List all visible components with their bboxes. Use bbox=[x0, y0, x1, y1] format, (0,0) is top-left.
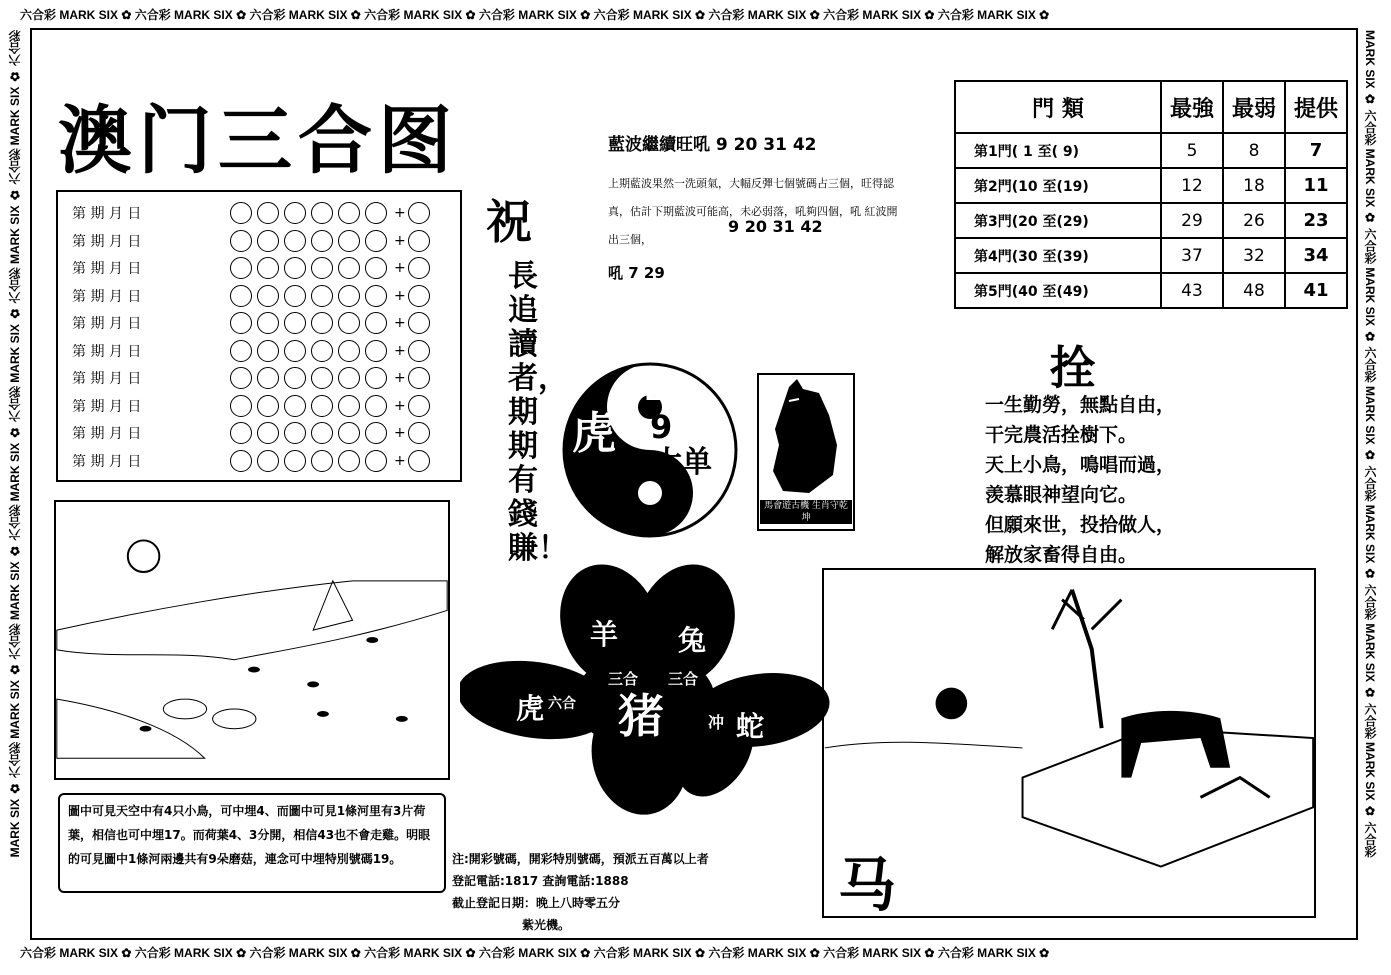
number-circle bbox=[311, 285, 333, 307]
provide-value: 23 bbox=[1285, 203, 1347, 238]
number-circle bbox=[338, 312, 360, 334]
header-weak: 最弱 bbox=[1223, 81, 1285, 133]
result-row-label: 第 期 月 日 bbox=[72, 206, 142, 222]
flower-snake: 蛇 bbox=[736, 710, 765, 743]
strong-value: 12 bbox=[1161, 168, 1223, 203]
number-circle bbox=[311, 257, 333, 279]
notes-line: 截止登記日期：晚上八時零五分 bbox=[452, 896, 621, 910]
flower-rabbit: 兔 bbox=[678, 624, 707, 657]
flower-sheep: 羊 bbox=[590, 618, 619, 651]
flower-tiger: 虎 bbox=[516, 692, 545, 725]
number-circle bbox=[257, 285, 279, 307]
plus-sign: + bbox=[394, 425, 406, 441]
border-bottom-strip: 六合彩 MARK SIX ✿ 六合彩 MARK SIX ✿ 六合彩 MARK SIX ✿ 六合彩 MARK SIX ✿ 六合彩 MARK SIX ✿ 六合彩 MARK SIX ✿ 六合彩 MARK SIX ✿ 六合彩 MARK SIX ✿ 六合彩 MARK SIX ✿ bbox=[20, 946, 1050, 960]
result-row-label: 第 期 月 日 bbox=[72, 233, 142, 250]
number-circle bbox=[257, 450, 279, 472]
plus-sign: + bbox=[394, 205, 406, 221]
hint-box: 圖中可見天空中有4只小鳥，可中埋4、而圖中可見1條河里有3片荷葉，相信也可中埋17。而荷葉4、3分開，相信43也不會走雞。明眼的可見圖中1條河兩邊共有9朵磨菇，連念可中埋特別號碼19。 bbox=[58, 793, 446, 893]
table-row bbox=[955, 203, 1347, 238]
plus-sign: + bbox=[394, 315, 406, 331]
flower-chong: 冲 bbox=[708, 713, 725, 732]
number-circle bbox=[338, 422, 360, 444]
number-circle bbox=[257, 257, 279, 279]
special-circle bbox=[408, 395, 430, 417]
door-label: 第5門(40 至(49) bbox=[955, 273, 1161, 308]
number-circle bbox=[230, 285, 252, 307]
special-circle bbox=[408, 230, 430, 252]
result-row bbox=[72, 228, 435, 254]
door-label: 第2門(10 至(19) bbox=[955, 168, 1161, 203]
plus-sign: + bbox=[394, 370, 406, 386]
border-left-strip bbox=[6, 30, 24, 940]
number-circle bbox=[338, 395, 360, 417]
border-right-text: MARK SIX ✿ 六合彩 MARK SIX ✿ 六合彩 MARK SIX ✿ 六合彩 MARK SIX ✿ 六合彩 MARK SIX ✿ 六合彩 MARK SIX ✿ 六合彩 MARK SIX ✿ 六合彩 bbox=[1363, 30, 1377, 858]
strong-value: 43 bbox=[1161, 273, 1223, 308]
yinyang-num1: 2 bbox=[644, 370, 667, 408]
number-circle bbox=[230, 340, 252, 362]
result-row bbox=[72, 310, 435, 336]
number-circle bbox=[230, 395, 252, 417]
door-label: 第3門(20 至(29) bbox=[955, 203, 1161, 238]
forecast-tail: 吼 7 29 bbox=[608, 264, 665, 282]
plus-sign: + bbox=[394, 342, 406, 359]
number-circle bbox=[365, 257, 387, 279]
strong-value: 37 bbox=[1161, 238, 1223, 273]
flower-pig: 猪 bbox=[618, 689, 664, 743]
horse-character: 马 bbox=[838, 851, 897, 919]
number-circle bbox=[284, 257, 306, 279]
result-row bbox=[72, 255, 435, 281]
number-circle bbox=[311, 230, 333, 252]
number-circle bbox=[311, 202, 333, 224]
number-circle bbox=[365, 230, 387, 252]
number-circle bbox=[311, 450, 333, 472]
special-circle bbox=[408, 340, 430, 362]
notes-line: 紫光機。 bbox=[522, 918, 571, 932]
table-row bbox=[955, 238, 1347, 273]
number-circle bbox=[284, 450, 306, 472]
result-row-label: 第 期 月 日 bbox=[72, 398, 142, 415]
notes-line: 注:開彩號碼，開彩特別號碼，預派五百萬以上者 bbox=[452, 852, 709, 866]
number-circle bbox=[365, 422, 387, 444]
number-circle bbox=[230, 367, 252, 389]
result-row bbox=[72, 338, 435, 364]
poem-line: 解放家畜得自由。 bbox=[985, 544, 1138, 566]
result-row bbox=[72, 448, 435, 474]
number-circle bbox=[230, 312, 252, 334]
number-circle bbox=[257, 367, 279, 389]
provide-value: 34 bbox=[1285, 238, 1347, 273]
strong-value: 5 bbox=[1161, 133, 1223, 168]
poem bbox=[985, 390, 1175, 570]
flower-six: 六合 bbox=[548, 696, 576, 712]
result-row-label: 第 期 月 日 bbox=[72, 343, 142, 360]
table-row bbox=[955, 168, 1347, 203]
result-row-label: 第 期 月 日 bbox=[72, 261, 142, 277]
result-row bbox=[72, 283, 435, 309]
number-circle bbox=[338, 257, 360, 279]
result-row-label: 第 期 月 日 bbox=[72, 426, 142, 442]
number-circle bbox=[311, 422, 333, 444]
yinyang-icon bbox=[560, 360, 740, 540]
flower-combo-left: 三合 bbox=[608, 670, 639, 688]
number-circle bbox=[284, 422, 306, 444]
yinyang-zodiac: 虎 bbox=[572, 408, 616, 459]
result-row bbox=[72, 393, 435, 419]
flower-combo-right: 三合 bbox=[668, 670, 699, 688]
number-circle bbox=[311, 312, 333, 334]
number-circle bbox=[338, 230, 360, 252]
number-circle bbox=[365, 450, 387, 472]
yinyang-num2: 9 bbox=[650, 408, 673, 446]
result-grid bbox=[56, 190, 462, 482]
provide-value: 41 bbox=[1285, 273, 1347, 308]
result-row-label: 第 期 月 日 bbox=[72, 453, 142, 470]
number-circle bbox=[365, 395, 387, 417]
number-circle bbox=[230, 422, 252, 444]
number-circle bbox=[365, 340, 387, 362]
strong-value: 29 bbox=[1161, 203, 1223, 238]
weak-value: 8 bbox=[1223, 133, 1285, 168]
provide-value: 11 bbox=[1285, 168, 1347, 203]
yinyang-tag: 大单 bbox=[652, 445, 712, 480]
number-circle bbox=[230, 202, 252, 224]
river-birds-picture bbox=[54, 500, 450, 780]
number-circle bbox=[311, 395, 333, 417]
result-row bbox=[72, 420, 435, 446]
table-row bbox=[955, 273, 1347, 308]
weak-value: 48 bbox=[1223, 273, 1285, 308]
poem-line: 一生勤勞，無點自由， bbox=[985, 394, 1176, 416]
provide-value: 7 bbox=[1285, 133, 1347, 168]
blessing-big: 祝 bbox=[486, 195, 532, 249]
poem-line: 干完農活拴樹下。 bbox=[985, 424, 1138, 446]
blessing-column: 長追讀者，期期有錢賺！ bbox=[508, 259, 568, 566]
header-strong: 最強 bbox=[1161, 81, 1223, 133]
special-circle bbox=[408, 367, 430, 389]
table-row bbox=[955, 133, 1347, 168]
number-circle bbox=[338, 450, 360, 472]
number-circle bbox=[257, 202, 279, 224]
number-circle bbox=[257, 395, 279, 417]
weak-value: 26 bbox=[1223, 203, 1285, 238]
number-circle bbox=[230, 230, 252, 252]
result-row-label: 第 期 月 日 bbox=[72, 316, 142, 332]
number-circle bbox=[284, 230, 306, 252]
door-label: 第1門( 1 至( 9) bbox=[955, 133, 1161, 168]
number-circle bbox=[257, 340, 279, 362]
special-circle bbox=[408, 422, 430, 444]
number-circle bbox=[311, 340, 333, 362]
special-circle bbox=[408, 285, 430, 307]
number-circle bbox=[338, 367, 360, 389]
number-circle bbox=[230, 450, 252, 472]
weak-value: 32 bbox=[1223, 238, 1285, 273]
number-circle bbox=[365, 285, 387, 307]
number-circle bbox=[284, 340, 306, 362]
forecast-numbers: 9 20 31 42 bbox=[728, 217, 823, 236]
forecast-heading: 藍波繼續旺吼 9 20 31 42 bbox=[608, 135, 817, 155]
result-row-label: 第 期 月 日 bbox=[72, 288, 142, 305]
notes bbox=[452, 848, 709, 936]
table-header-row bbox=[955, 81, 1347, 133]
door-label: 第4門(30 至(39) bbox=[955, 238, 1161, 273]
poem-title: 拴 bbox=[1050, 341, 1096, 395]
special-circle bbox=[408, 202, 430, 224]
number-circle bbox=[365, 312, 387, 334]
number-circle bbox=[284, 367, 306, 389]
number-circle bbox=[365, 367, 387, 389]
number-circle bbox=[257, 312, 279, 334]
number-circle bbox=[257, 422, 279, 444]
result-row bbox=[72, 200, 435, 226]
plus-sign: + bbox=[394, 232, 406, 249]
header-provide: 提供 bbox=[1285, 81, 1347, 133]
number-circle bbox=[284, 285, 306, 307]
poem-line: 羡慕眼神望向它。 bbox=[985, 484, 1138, 506]
horse-caption: 馬會遊古機 生肖守乾坤 bbox=[760, 500, 852, 524]
result-row-label: 第 期 月 日 bbox=[72, 371, 142, 387]
poem-line: 但願來世，投拾做人， bbox=[985, 514, 1176, 536]
poem-line: 天上小鳥，鳴唱而過， bbox=[985, 454, 1176, 476]
weak-value: 18 bbox=[1223, 168, 1285, 203]
number-circle bbox=[284, 312, 306, 334]
plus-sign: + bbox=[394, 260, 406, 276]
number-circle bbox=[365, 202, 387, 224]
horse-head-icon bbox=[759, 375, 853, 495]
result-row bbox=[72, 365, 435, 391]
number-circle bbox=[284, 395, 306, 417]
special-circle bbox=[408, 312, 430, 334]
notes-line: 登記電話:1817 查詢電話:1888 bbox=[452, 874, 629, 888]
special-circle bbox=[408, 450, 430, 472]
header-door: 門 類 bbox=[955, 81, 1161, 133]
page-title: 澳门三合图 bbox=[58, 98, 458, 184]
zodiac-flower bbox=[460, 560, 830, 820]
number-circle bbox=[257, 230, 279, 252]
number-circle bbox=[284, 202, 306, 224]
number-circle bbox=[338, 340, 360, 362]
forecast-body: 上期藍波果然一洗頭氣，大幅反彈七個號碼占三個，旺得認真，估計下期藍波可能高，未必弱落，吼夠四個，吼 紅波開出三個， bbox=[608, 177, 898, 246]
number-circle bbox=[311, 367, 333, 389]
horse-tree-picture bbox=[822, 568, 1316, 918]
door-table bbox=[954, 80, 1348, 309]
special-circle bbox=[408, 257, 430, 279]
number-circle bbox=[230, 257, 252, 279]
border-right-strip bbox=[1362, 30, 1380, 940]
number-circle bbox=[338, 202, 360, 224]
number-circle bbox=[338, 285, 360, 307]
border-top-strip: 六合彩 MARK SIX ✿ 六合彩 MARK SIX ✿ 六合彩 MARK SIX ✿ 六合彩 MARK SIX ✿ 六合彩 MARK SIX ✿ 六合彩 MARK SIX ✿ 六合彩 MARK SIX ✿ 六合彩 MARK SIX ✿ 六合彩 MARK SIX ✿ bbox=[20, 8, 1050, 22]
plus-sign: + bbox=[394, 397, 406, 414]
plus-sign: + bbox=[394, 287, 406, 304]
plus-sign: + bbox=[394, 452, 406, 469]
border-left-text: MARK SIX ✿ 六合彩 MARK SIX ✿ 六合彩 MARK SIX ✿ 六合彩 MARK SIX ✿ 六合彩 MARK SIX ✿ 六合彩 MARK SIX ✿ 六合彩 MARK SIX ✿ 六合彩 bbox=[8, 30, 22, 858]
